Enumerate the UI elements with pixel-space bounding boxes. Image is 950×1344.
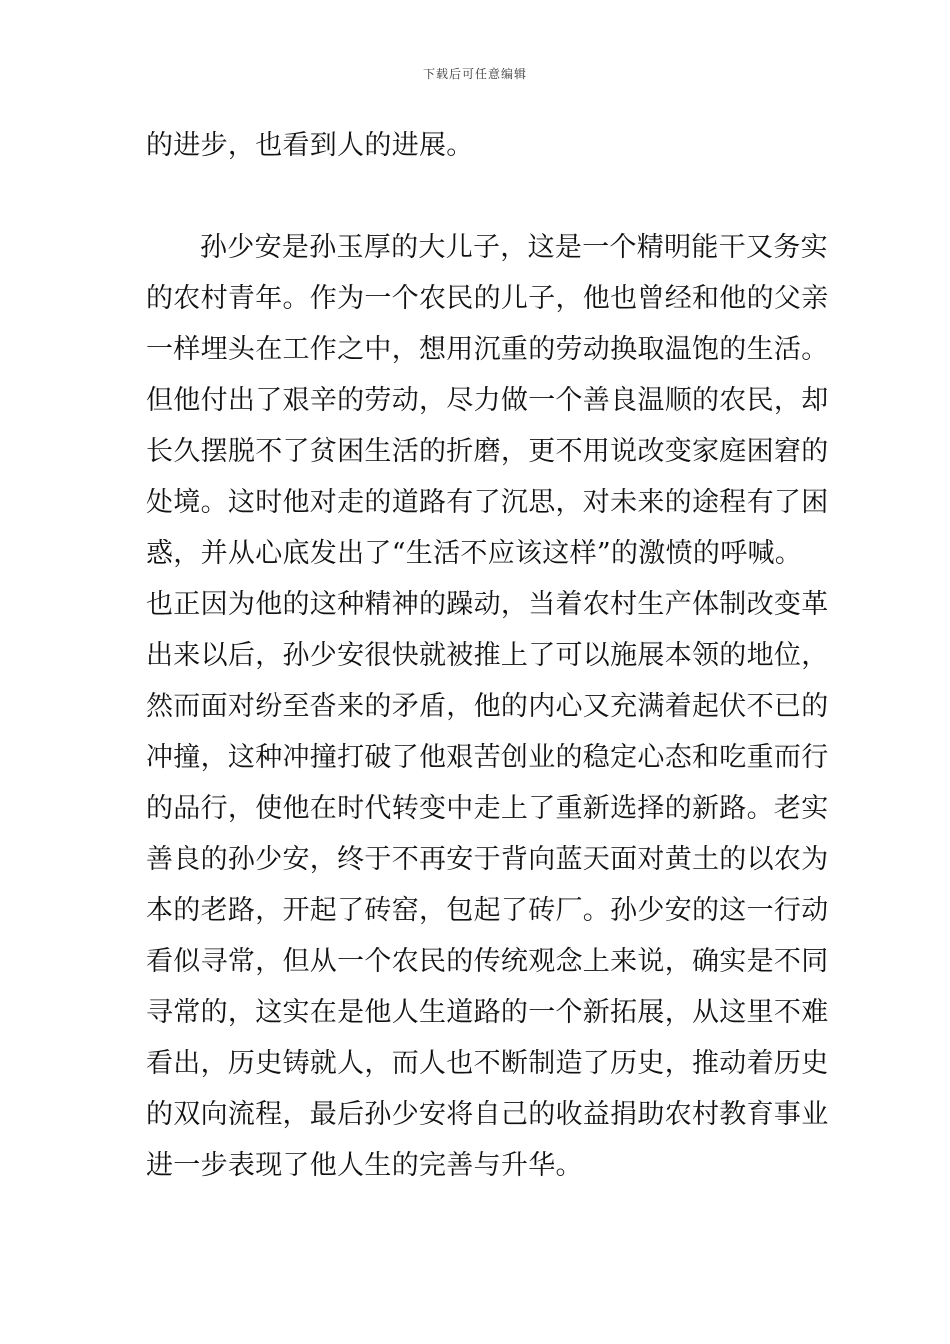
paragraph-2-line-3: 一样埋头在工作之中，想用沉重的劳动换取温饱的生活。 — [146, 334, 829, 365]
paragraph-2-line-11: 冲撞，这种冲撞打破了他艰苦创业的稳定心态和吃重而行 — [146, 742, 829, 773]
page-header: 下载后可任意编辑 — [422, 67, 527, 81]
paragraph-2-line-19: 进一步表现了他人生的完善与升华。 — [146, 1150, 583, 1181]
paragraph-2-line-4: 但他付出了艰辛的劳动，尽力做一个善良温顺的农民，却 — [146, 385, 829, 416]
paragraph-2-line-8: 也正因为他的这种精神的躁动，当着农村生产体制改变革 — [146, 589, 829, 620]
paragraph-1-line-1: 的进步，也看到人的进展。 — [146, 130, 474, 161]
paragraph-2-line-10: 然而面对纷至沓来的矛盾，他的内心又充满着起伏不已的 — [146, 691, 829, 722]
paragraph-2-line-17: 看出，历史铸就人，而人也不断制造了历史，推动着历史 — [146, 1048, 829, 1079]
paragraph-2-line-16: 寻常的，这实在是他人生道路的一个新拓展，从这里不难 — [146, 997, 829, 1028]
paragraph-2-line-18: 的双向流程，最后孙少安将自己的收益捐助农村教育事业 — [146, 1099, 829, 1130]
paragraph-2-line-9: 出来以后，孙少安很快就被推上了可以施展本领的地位， — [146, 640, 829, 671]
paragraph-2-line-13: 善良的孙少安，终于不再安于背向蓝天面对黄土的以农为 — [146, 844, 829, 875]
paragraph-2-line-2: 的农村青年。作为一个农民的儿子，他也曾经和他的父亲 — [146, 283, 829, 314]
paragraph-2-line-15: 看似寻常，但从一个农民的传统观念上来说，确实是不同 — [146, 946, 829, 977]
paragraph-2-line-14: 本的老路，开起了砖窑，包起了砖厂。孙少安的这一行动 — [146, 895, 829, 926]
paragraph-2-line-1: 孙少安是孙玉厚的大儿子，这是一个精明能干又务实 — [200, 232, 828, 263]
paragraph-2-line-5: 长久摆脱不了贫困生活的折磨，更不用说改变家庭困窘的 — [146, 436, 829, 467]
paragraph-2-line-12: 的品行，使他在时代转变中走上了重新选择的新路。老实 — [146, 793, 829, 824]
paragraph-2-line-6: 处境。这时他对走的道路有了沉思，对未来的途程有了困 — [146, 487, 829, 518]
paragraph-2-line-7: 惑，并从心底发出了“生活不应该这样”的激愤的呼喊。 — [146, 538, 803, 569]
